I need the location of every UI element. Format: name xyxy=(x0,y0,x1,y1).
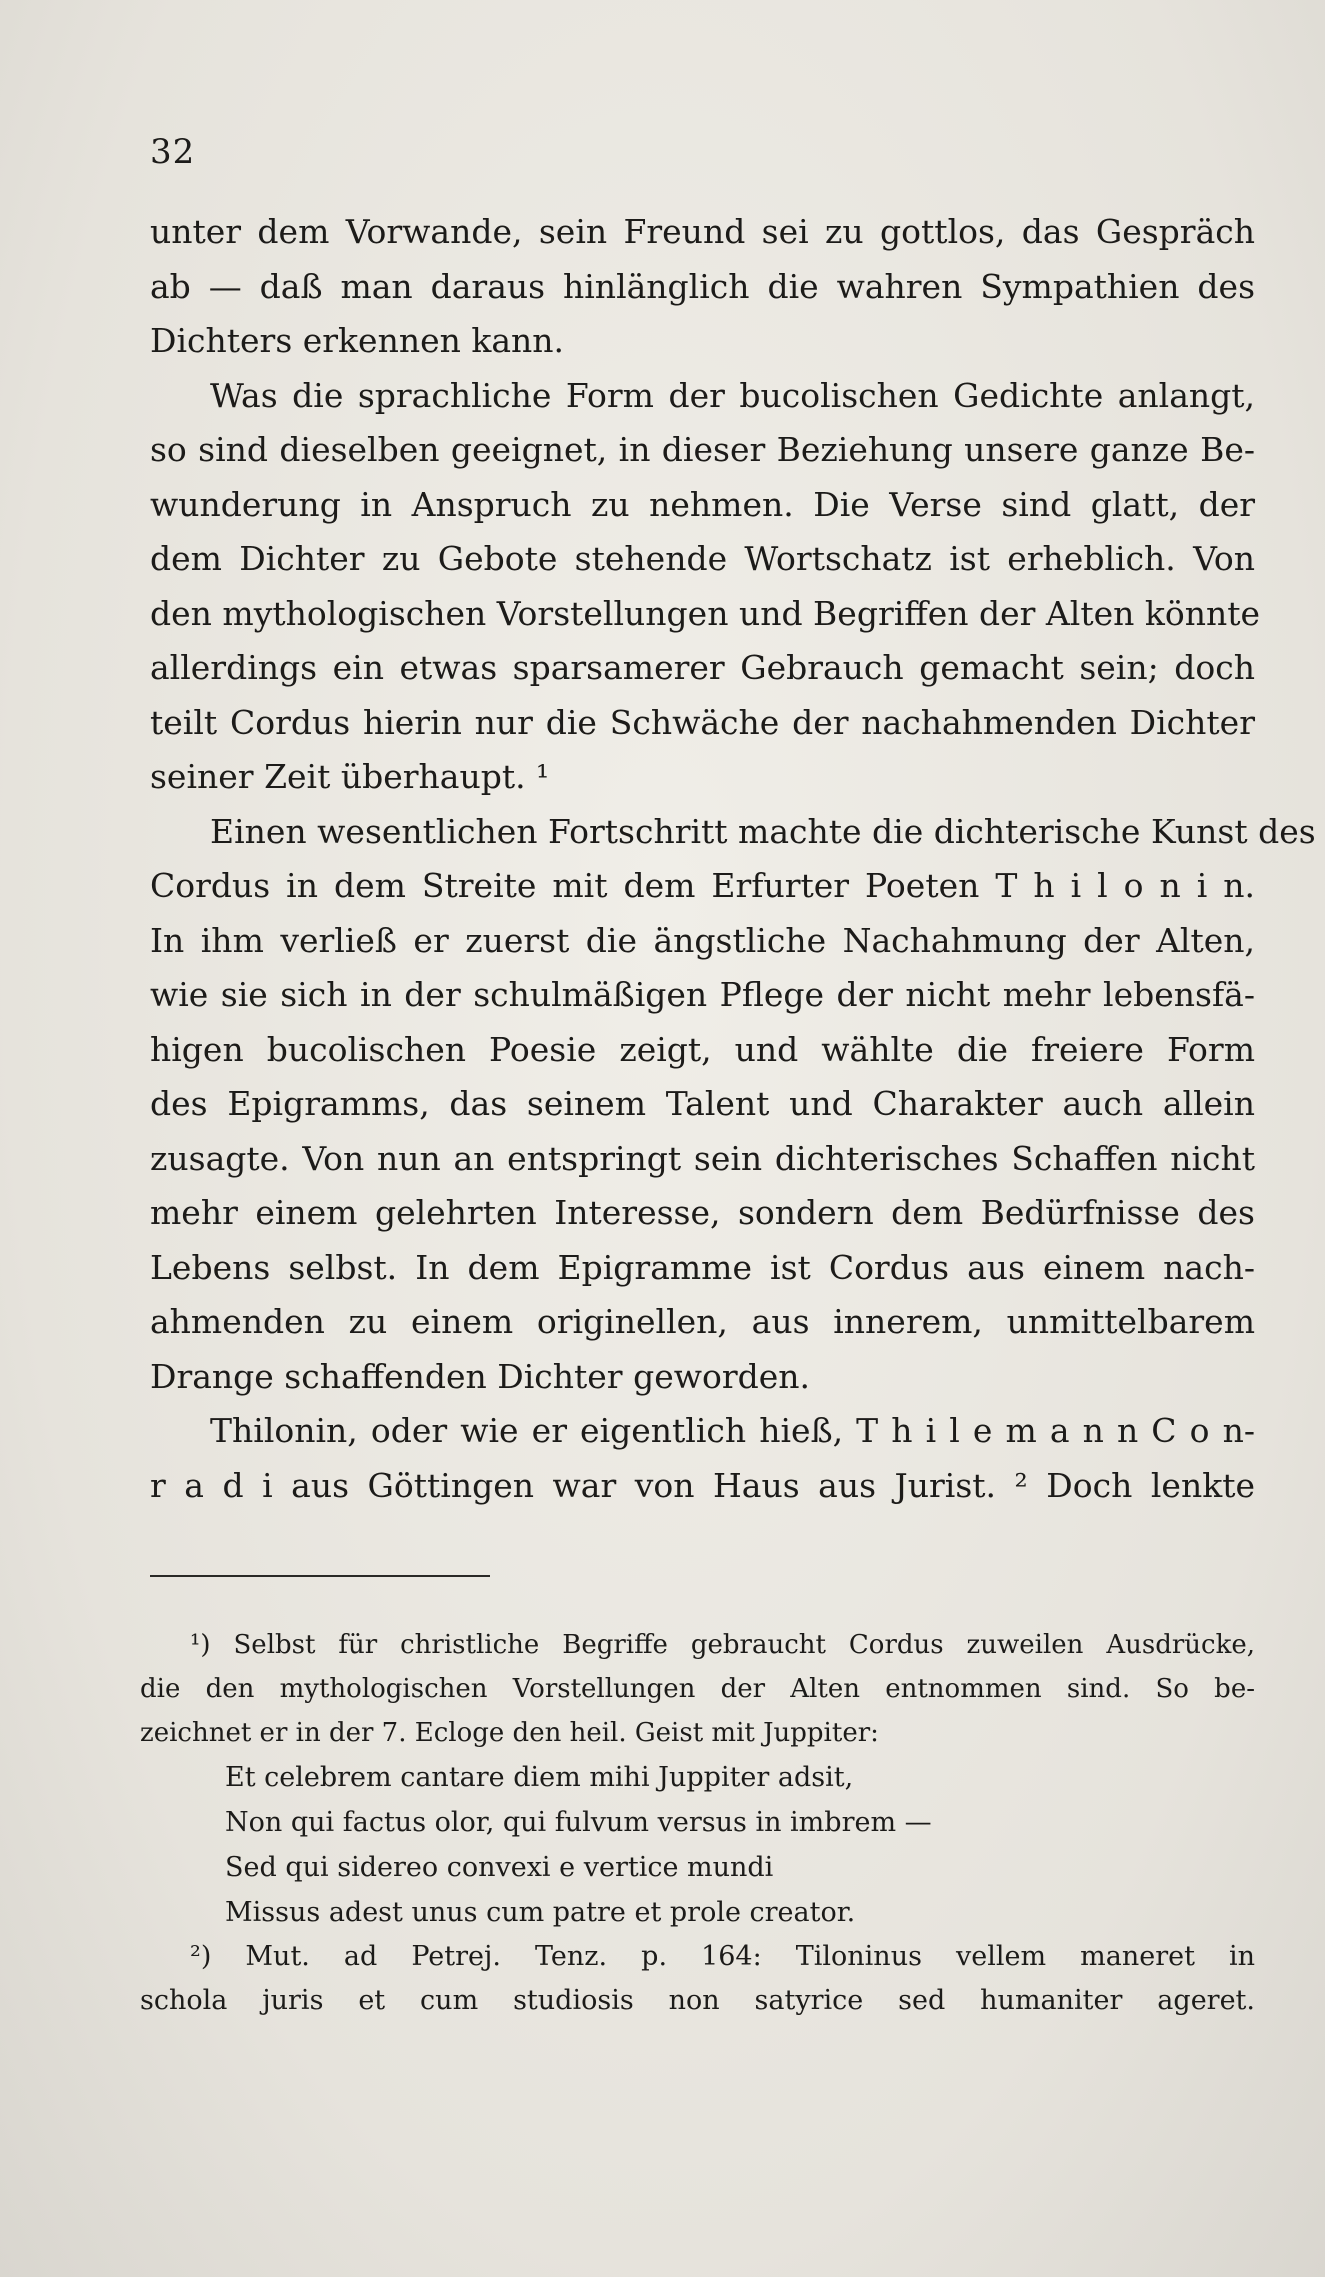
verse-line: Non qui factus olor, qui fulvum versus in imbrem — xyxy=(225,1807,932,1838)
text-line: mehr einem gelehrten Interesse, sondern dem Bedürfnisse des xyxy=(150,1193,1255,1232)
footnote-1-line: ¹) Selbst für christliche Begriffe gebraucht Cordus zuweilen Ausdrücke, xyxy=(190,1630,1255,1660)
text-line: ahmenden zu einem originellen, aus innerem, unmittelbarem xyxy=(150,1302,1255,1341)
text-line: In ihm verließ er zuerst die ängstliche Nachahmung der Alten, xyxy=(150,920,1255,960)
text-line: dem Dichter zu Gebote stehende Wortschatz ist erheblich. Von xyxy=(150,539,1255,578)
verse-line: Sed qui sidereo convexi e vertice mundi xyxy=(225,1852,774,1883)
text-line: wunderung in Anspruch zu nehmen. Die Verse sind glatt, der xyxy=(150,484,1255,524)
text-line: des Epigramms, das seinem Talent und Charakter auch allein xyxy=(150,1084,1255,1123)
verse-line: Et celebrem cantare diem mihi Juppiter adsit, xyxy=(225,1762,854,1793)
text-line: Lebens selbst. In dem Epigramme ist Cordus aus einem nach- xyxy=(150,1247,1255,1287)
page-number: 32 xyxy=(150,132,196,172)
text-line: wie sie sich in der schulmäßigen Pflege der nicht mehr lebensfä- xyxy=(150,975,1255,1014)
text-line: Drange schaffenden Dichter geworden. xyxy=(150,1356,811,1396)
text-line: allerdings ein etwas sparsamerer Gebrauch gemacht sein; doch xyxy=(150,648,1255,687)
text-line: Cordus in dem Streite mit dem Erfurter Poeten T h i l o n i n. xyxy=(150,866,1255,905)
text-line: Einen wesentlichen Fortschritt machte die dichterische Kunst des xyxy=(210,811,1316,851)
text-line: so sind dieselben geeignet, in dieser Beziehung unsere ganze Be- xyxy=(150,430,1255,469)
verse-line: Missus adest unus cum patre et prole creator. xyxy=(225,1897,856,1928)
text-line: seiner Zeit überhaupt. ¹ xyxy=(150,757,550,796)
text-line: Thilonin, oder wie er eigentlich hieß, T h i l e m a n n C o n- xyxy=(210,1411,1255,1450)
main-text xyxy=(150,205,1316,1513)
text-line: ab — daß man daraus hinlänglich die wahren Sympathien des xyxy=(150,266,1255,306)
text-line: r a d i aus Göttingen war von Haus aus Jurist. ² Doch lenkte xyxy=(150,1465,1255,1505)
footnote-1-line: zeichnet er in der 7. Ecloge den heil. Geist mit Juppiter: xyxy=(140,1718,879,1748)
text-line: teilt Cordus hierin nur die Schwäche der nachahmenden Dichter xyxy=(150,702,1255,742)
footnote-1-line: die den mythologischen Vorstellungen der Alten entnommen sind. So be- xyxy=(140,1674,1255,1704)
footnotes xyxy=(140,1623,1255,2023)
footnote-rule xyxy=(150,1575,490,1577)
text-line: zusagte. Von nun an entspringt sein dichterisches Schaffen nicht xyxy=(150,1138,1255,1178)
footnote-2-line: schola juris et cum studiosis non satyrice sed humaniter ageret. xyxy=(140,1985,1255,2016)
footnote-2-line: ²) Mut. ad Petrej. Tenz. p. 164: Tiloninus vellem maneret in xyxy=(190,1941,1255,1972)
text-line: Was die sprachliche Form der bucolischen Gedichte anlangt, xyxy=(210,375,1255,415)
text-line: unter dem Vorwande, sein Freund sei zu gottlos, das Gespräch xyxy=(150,212,1255,251)
text-line: Dichters erkennen kann. xyxy=(150,321,565,360)
text-line: den mythologischen Vorstellungen und Begriffen der Alten könnte xyxy=(150,593,1261,633)
text-line: higen bucolischen Poesie zeigt, und wählte die freiere Form xyxy=(150,1029,1255,1069)
